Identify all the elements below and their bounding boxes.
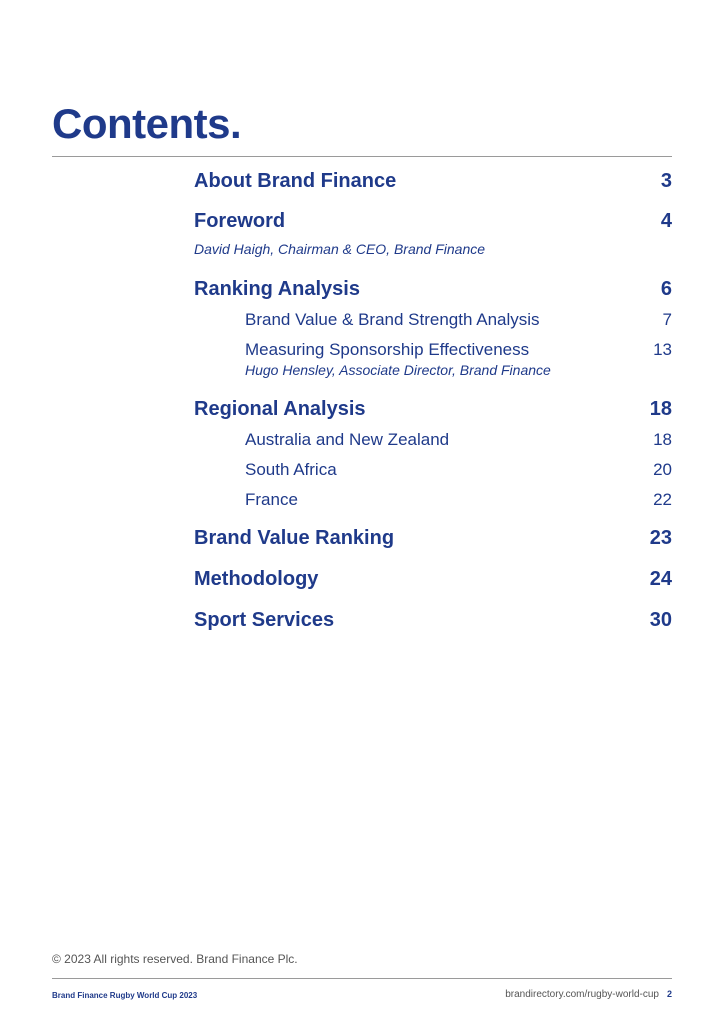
toc-subitem-sponsorship-effectiveness[interactable] — [245, 340, 672, 360]
toc-item-about-brand-finance[interactable] — [194, 170, 672, 193]
toc-item-label: Sport Services — [194, 609, 335, 631]
toc-item-page: 4 — [660, 210, 672, 232]
toc-item-label: About Brand Finance — [194, 170, 397, 192]
footer-right — [505, 989, 672, 1000]
toc-item-sport-services[interactable] — [194, 609, 672, 632]
toc-item-label: Regional Analysis — [194, 398, 366, 420]
copyright-notice: © 2023 All rights reserved. Brand Finance Plc. — [52, 952, 298, 966]
toc-item-page: 13 — [653, 340, 672, 359]
footer-publication-title: Brand Finance Rugby World Cup 2023 — [52, 991, 198, 1000]
toc-item-regional-analysis[interactable] — [194, 398, 672, 421]
toc-item-label: Ranking Analysis — [194, 278, 360, 300]
toc-item-methodology[interactable] — [194, 568, 672, 591]
toc-item-page: 18 — [649, 398, 672, 420]
toc-item-page: 20 — [653, 460, 672, 479]
footer-url-link[interactable]: brandirectory.com/rugby-world-cup — [505, 989, 659, 1000]
toc-item-page: 22 — [653, 490, 672, 509]
toc-item-label: Foreword — [194, 210, 286, 232]
toc-item-label: Brand Value Ranking — [194, 527, 395, 549]
toc-item-page: 7 — [662, 310, 672, 329]
footer-page-number: 2 — [666, 989, 672, 999]
toc-item-label: Measuring Sponsorship Effectiveness — [245, 340, 530, 359]
toc-item-label: South Africa — [245, 460, 337, 479]
toc-item-page: 23 — [649, 527, 672, 549]
toc-item-page: 3 — [660, 170, 672, 192]
toc-subitem-australia-new-zealand[interactable] — [245, 430, 672, 450]
footer-divider — [52, 978, 672, 979]
toc-item-foreword[interactable] — [194, 210, 672, 233]
page-title: Contents. — [52, 100, 242, 147]
toc-item-page: 30 — [649, 609, 672, 631]
toc-subitem-france[interactable] — [245, 490, 672, 510]
toc-item-label: Brand Value & Brand Strength Analysis — [245, 310, 540, 329]
toc-item-page: 18 — [653, 430, 672, 449]
toc-subitem-south-africa[interactable] — [245, 460, 672, 480]
toc-item-author: David Haigh, Chairman & CEO, Brand Finance — [194, 241, 486, 257]
title-divider — [52, 156, 672, 157]
toc-item-label: Methodology — [194, 568, 319, 590]
toc-subitem-brand-value-strength[interactable] — [245, 310, 672, 330]
toc-item-label: France — [245, 490, 298, 509]
toc-item-author: Hugo Hensley, Associate Director, Brand Finance — [245, 362, 551, 378]
toc-item-label: Australia and New Zealand — [245, 430, 450, 449]
toc-item-ranking-analysis[interactable] — [194, 278, 672, 301]
toc-item-brand-value-ranking[interactable] — [194, 527, 672, 550]
toc-item-page: 24 — [649, 568, 672, 590]
toc-item-page: 6 — [660, 278, 672, 300]
